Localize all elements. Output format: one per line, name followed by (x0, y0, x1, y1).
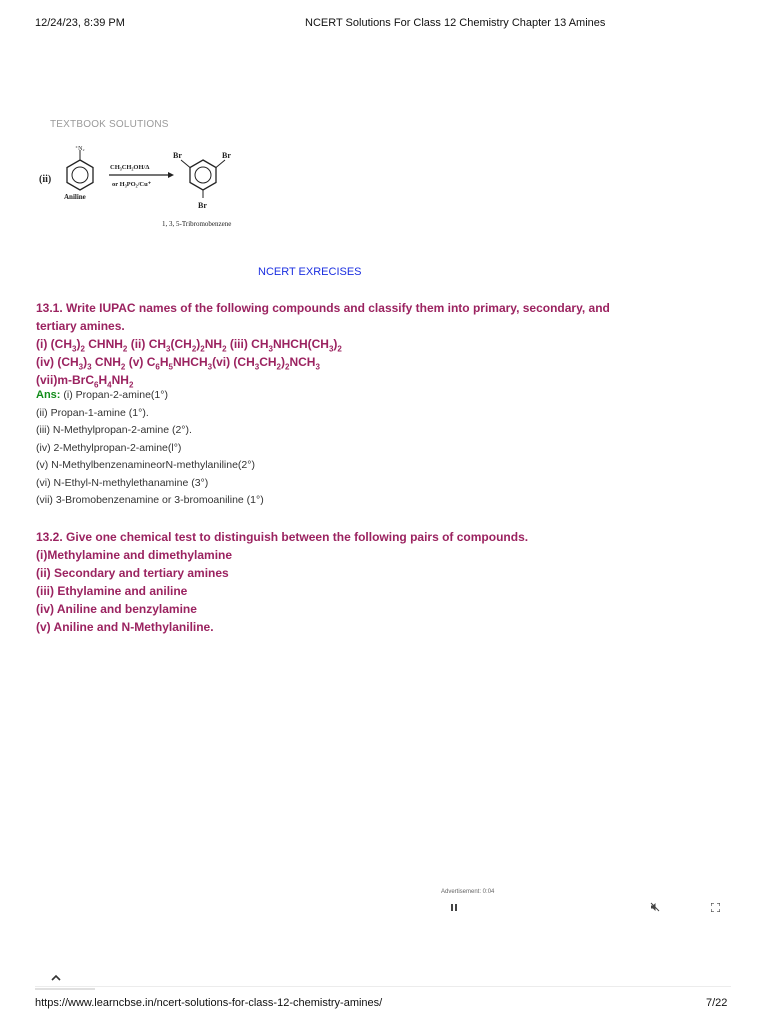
answer-item: (ii) Propan-1-amine (1°). (36, 406, 149, 419)
question-13-2-line1: 13.2. Give one chemical test to distinguish between the following pairs of compounds. (36, 530, 529, 544)
question-13-1-line2: tertiary amines. (36, 319, 125, 333)
compounds-line-2: (iv) $(CH_3)_3$ $CNH_2$ (v) $C_6H_5NHCH_3(vi)$ $(CH_3CH_2)_2NCH_3$ (36, 355, 320, 372)
advertisement-label: Advertisement: 0:04 (441, 889, 495, 895)
answer-item: Ans: (i) Propan-2-amine(1°) (36, 389, 168, 401)
question-13-1-line1: 13.1. Write IUPAC names of the following compounds and classify them into primary, secondary, and (36, 301, 610, 315)
print-datetime: 12/24/23, 8:39 PM (35, 17, 125, 29)
print-page-title: NCERT Solutions For Class 12 Chemistry Chapter 13 Amines (305, 17, 606, 29)
br-label-left: Br (173, 151, 182, 160)
textbook-solutions-label: TEXTBOOK SOLUTIONS (50, 119, 169, 130)
question-13-1 (36, 299, 610, 390)
ans-label: Ans: (36, 389, 61, 401)
question-13-2-item: (iv) Aniline and benzylamine (36, 602, 197, 616)
fullscreen-icon[interactable] (711, 903, 720, 912)
answer-item: (v) N-MethylbenzenamineorN-methylaniline(2°) (36, 459, 255, 471)
question-13-2 (36, 528, 576, 636)
print-page-number: 7/22 (706, 997, 728, 1009)
question-13-2-item: (iii) Ethylamine and aniline (36, 584, 188, 598)
chevron-up-icon[interactable] (50, 973, 62, 983)
answer-item: (iii) N-Methylpropan-2-amine (2°). (36, 424, 192, 436)
br-label-bottom: Br (198, 201, 207, 210)
mute-icon[interactable] (650, 902, 660, 912)
svg-text:⁺N₂: ⁺N₂ (75, 146, 85, 152)
reagent-bottom: or H₃PO₂/Cu⁺ (112, 181, 152, 188)
reactant-name: Aniline (64, 193, 86, 201)
tribromobenzene-ring (190, 160, 216, 190)
aniline-ring (67, 160, 93, 190)
ncert-exercises-heading: NCERT EXRECISES (258, 266, 362, 278)
answer-item: (vi) N-Ethyl-N-methylethanamine (3°) (36, 476, 209, 489)
answer-item: (vii) 3-Bromobenzenamine or 3-bromoaniline (1°) (36, 494, 264, 506)
reaction-figure (35, 138, 325, 238)
question-13-2-item: (ii) Secondary and tertiary amines (36, 566, 229, 580)
answer-item: (iv) 2-Methylpropan-2-amine(l°) (36, 441, 182, 454)
answers-13-1 (36, 387, 264, 510)
reagent-top: CH₃CH₂OH/Δ (110, 164, 150, 171)
br-label-right: Br (222, 151, 231, 160)
footer-divider (35, 986, 731, 987)
reaction-part-label: (ii) (39, 174, 52, 185)
question-13-2-item: (v) Aniline and N-Methylaniline. (36, 620, 214, 634)
pause-icon[interactable] (451, 904, 457, 911)
question-13-2-item: (i)Methylamine and dimethylamine (36, 548, 233, 562)
compounds-line-3: $(vii)m-BrC_6H_4NH_2$ (36, 373, 134, 390)
footer-scroll-indicator (35, 988, 95, 990)
product-name: 1, 3, 5-Tribromobenzene (162, 220, 232, 228)
print-url: https://www.learncbse.in/ncert-solutions-for-class-12-chemistry-amines/ (35, 997, 383, 1009)
compounds-line-1: (i) $(CH_3)_2$ $CHNH_2$ (ii) $CH_3(CH_2)_2NH_2$ (iii) $CH_3NHCH(CH_3)_2$ (36, 337, 342, 354)
